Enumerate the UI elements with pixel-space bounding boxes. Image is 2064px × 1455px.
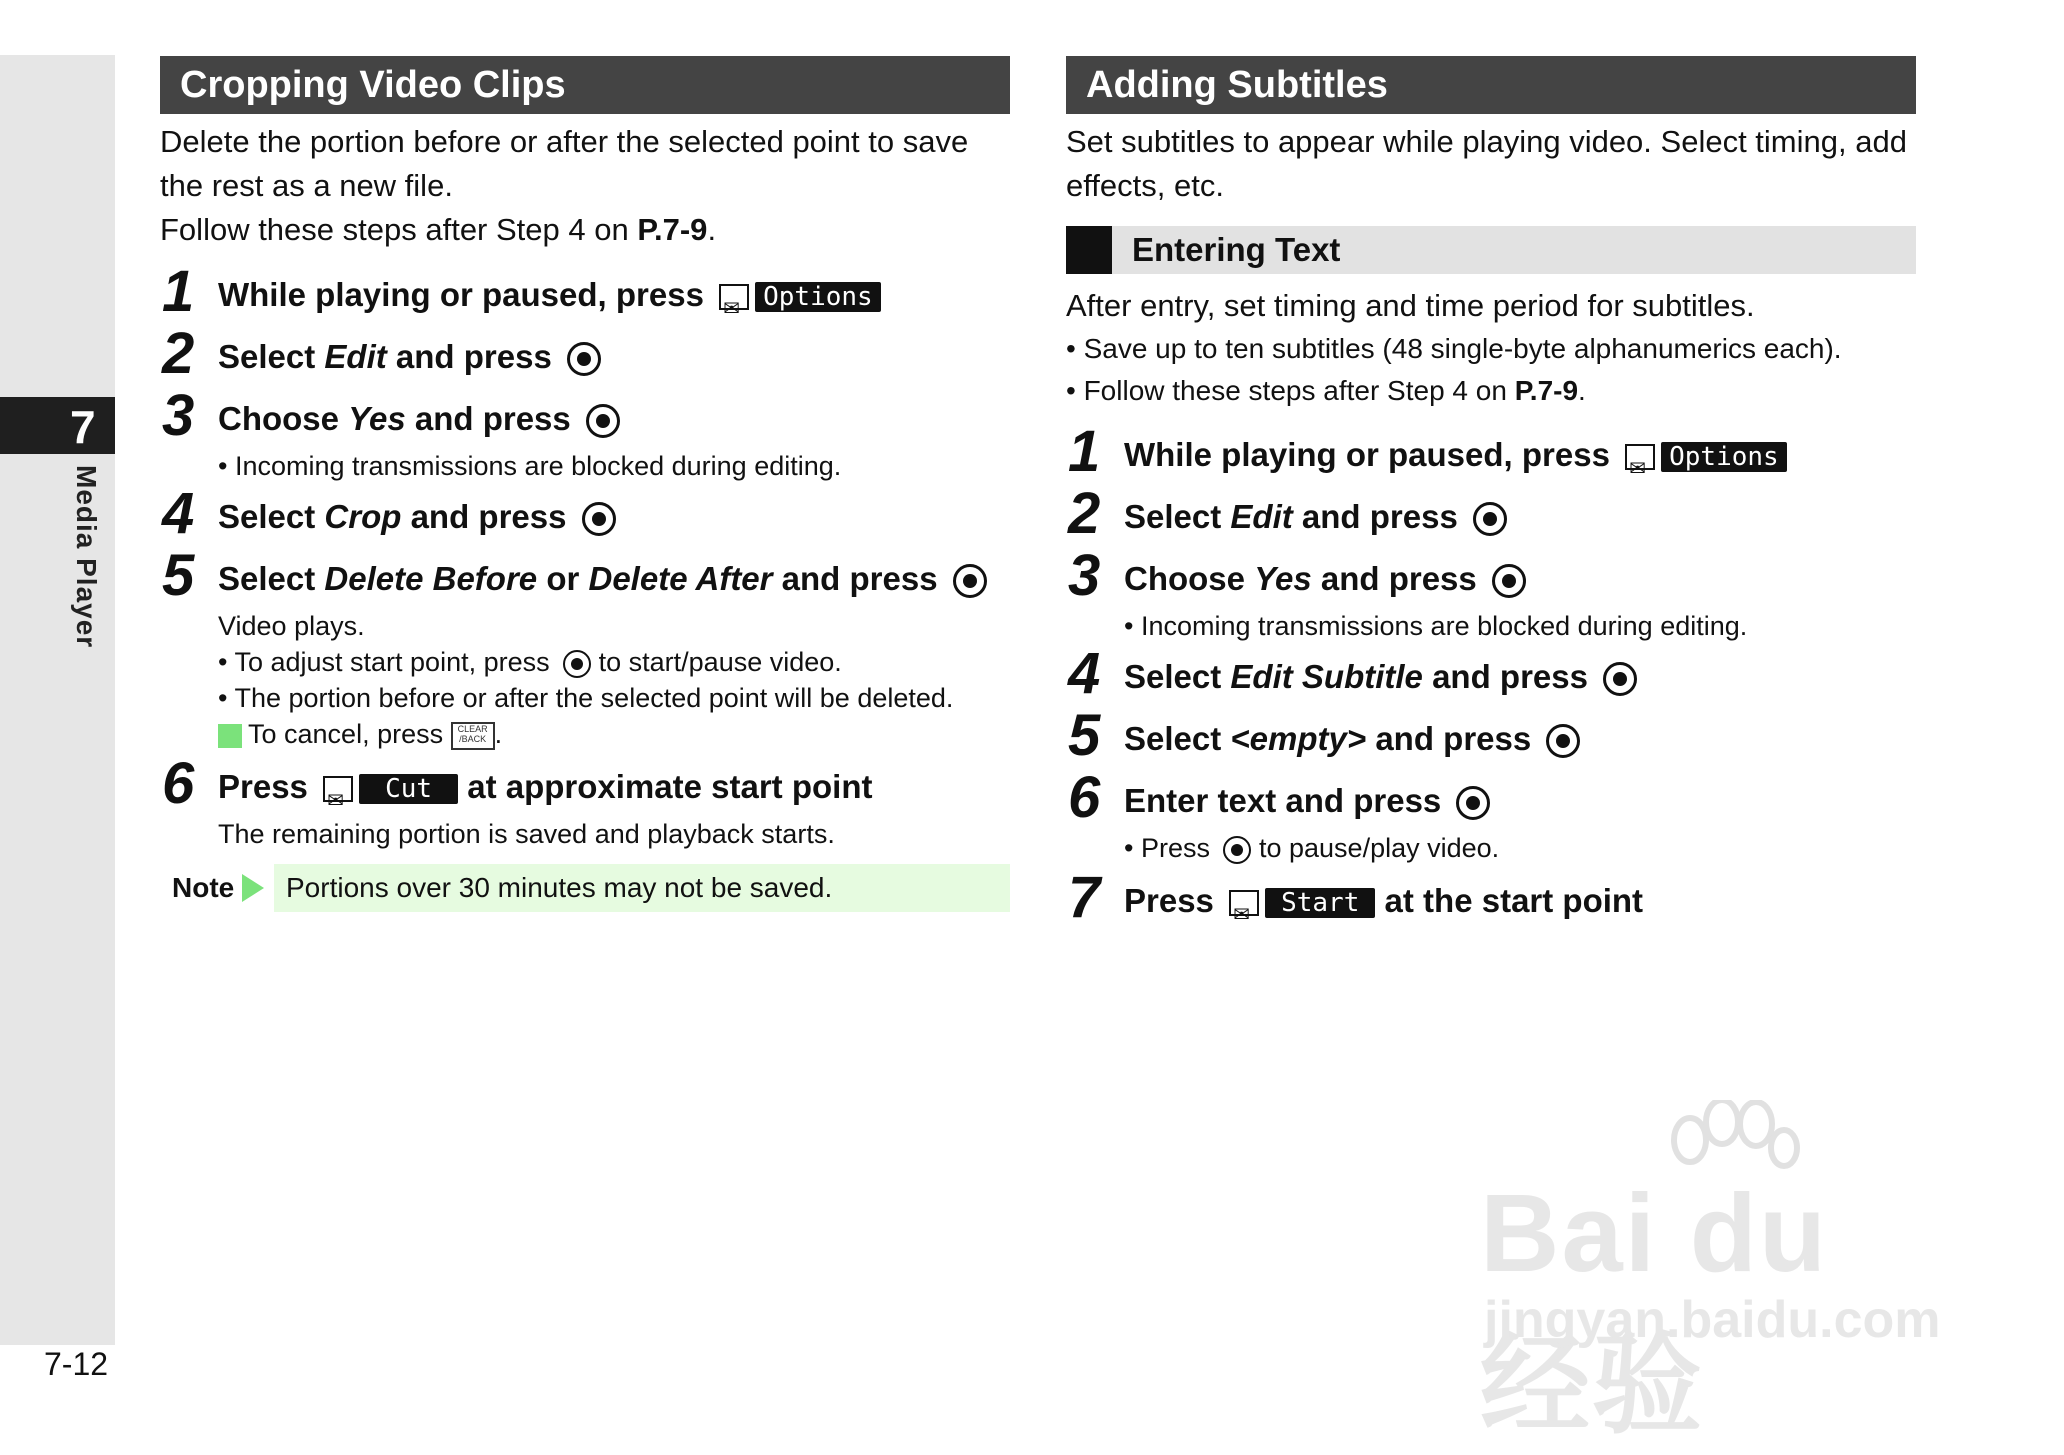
follow-suffix: . xyxy=(707,212,717,247)
options-softkey: Options xyxy=(755,282,881,312)
step-text: or xyxy=(537,560,589,597)
mail-key-icon xyxy=(719,284,749,310)
bullet-text: • Follow these steps after Step 4 on xyxy=(1066,375,1515,406)
cropping-section xyxy=(160,56,1010,912)
clear-back-key-icon: CLEAR /BACK xyxy=(451,722,495,750)
follow-text: Follow these steps after Step 4 on xyxy=(160,212,638,247)
step-text: and press xyxy=(401,498,567,535)
step-text: and press xyxy=(1366,720,1532,757)
step-detail: The remaining portion is saved and playback starts. xyxy=(218,819,835,849)
sub-heading xyxy=(1066,226,1916,274)
mail-key-icon xyxy=(323,776,353,802)
step-emphasis: Delete After xyxy=(588,560,773,597)
step-title xyxy=(218,488,1010,546)
step-list xyxy=(1066,419,1916,930)
step-text: Select xyxy=(1124,658,1231,695)
step-text: and press xyxy=(1292,498,1458,535)
step-text: and press xyxy=(1311,560,1477,597)
note-arrow-icon xyxy=(242,874,264,902)
step-item xyxy=(1066,641,1916,706)
step-title xyxy=(218,266,1010,324)
step-number: 1 xyxy=(162,259,195,324)
step-text: Choose xyxy=(218,400,349,437)
watermark-logo-text: Bai du 经验 xyxy=(1480,1172,1829,1447)
step-item xyxy=(1066,481,1916,546)
step-item xyxy=(160,543,1010,752)
step-emphasis: Edit Subtitle xyxy=(1230,658,1423,695)
step-emphasis: Delete Before xyxy=(324,560,538,597)
step-title xyxy=(1124,872,1916,930)
note-text: Portions over 30 minutes may not be saved. xyxy=(274,864,1010,912)
center-key-icon xyxy=(582,502,616,536)
step-title xyxy=(218,328,1010,386)
center-key-icon xyxy=(1546,724,1580,758)
cancel-tip: To cancel, press CLEAR /BACK . xyxy=(218,716,1010,752)
step-emphasis: Crop xyxy=(324,498,402,535)
detail-text: • To adjust start point, press xyxy=(218,647,558,677)
step-title xyxy=(1124,426,1916,484)
step-item xyxy=(1066,419,1916,484)
step-number: 3 xyxy=(1068,543,1101,608)
step-text: While playing or paused, press xyxy=(1124,436,1610,473)
sub-heading-marker xyxy=(1066,226,1112,274)
step-item xyxy=(1066,703,1916,768)
step-item xyxy=(160,383,1010,484)
page-reference-link[interactable]: P.7-9 xyxy=(1514,375,1579,406)
step-text: Choose xyxy=(1124,560,1255,597)
center-key-icon xyxy=(1492,564,1526,598)
section-heading: Cropping Video Clips xyxy=(160,56,1010,114)
step-number: 6 xyxy=(1068,765,1101,830)
step-text: Press xyxy=(1124,882,1214,919)
step-title xyxy=(218,550,1010,608)
center-key-icon xyxy=(1473,502,1507,536)
step-title xyxy=(218,758,1010,816)
step-title xyxy=(1124,550,1916,608)
step-list xyxy=(160,259,1010,852)
bullet-suffix: . xyxy=(1578,375,1586,406)
step-item xyxy=(160,259,1010,324)
center-key-icon xyxy=(563,650,591,678)
detail-text: • Press xyxy=(1124,833,1218,863)
section-intro: Set subtitles to appear while playing video. Select timing, add effects, etc. xyxy=(1066,124,1907,203)
note-label: Note xyxy=(172,872,235,903)
baidu-watermark xyxy=(1480,1100,1970,1447)
section-intro xyxy=(160,120,1010,252)
chapter-label: Media Player xyxy=(71,465,102,649)
step-number: 6 xyxy=(162,751,195,816)
detail-text: To cancel, press xyxy=(248,719,451,749)
step-emphasis: Yes xyxy=(348,400,406,437)
mail-key-icon xyxy=(1229,890,1259,916)
watermark-url: jingyan.baidu.com xyxy=(1484,1291,1941,1349)
step-number: 3 xyxy=(162,383,195,448)
chapter-tab xyxy=(0,397,115,454)
step-number: 4 xyxy=(1068,641,1101,706)
step-text: Select xyxy=(218,338,325,375)
step-number: 2 xyxy=(162,321,195,386)
section-heading: Adding Subtitles xyxy=(1066,56,1916,114)
step-text: Select xyxy=(1124,720,1231,757)
center-key-icon xyxy=(567,342,601,376)
step-text: Select xyxy=(218,498,325,535)
detail-text: to pause/play video. xyxy=(1251,833,1500,863)
step-item xyxy=(160,481,1010,546)
step-text: Press xyxy=(218,768,308,805)
step-item xyxy=(160,321,1010,386)
chapter-sidebar xyxy=(0,55,115,1345)
start-softkey: Start xyxy=(1265,888,1375,918)
center-key-icon xyxy=(1603,662,1637,696)
step-text: While playing or paused, press xyxy=(218,276,704,313)
center-key-icon xyxy=(953,564,987,598)
step-title xyxy=(1124,772,1916,830)
center-key-icon xyxy=(1456,786,1490,820)
step-detail-bullet xyxy=(218,644,1010,680)
step-detail: • Incoming transmissions are blocked during editing. xyxy=(1124,611,1748,641)
step-text: at the start point xyxy=(1375,882,1644,919)
step-number: 4 xyxy=(162,481,195,546)
step-text: Select xyxy=(1124,498,1231,535)
step-item xyxy=(1066,543,1916,644)
step-item xyxy=(1066,765,1916,866)
center-key-icon xyxy=(1223,836,1251,864)
intro-text: Delete the portion before or after the selected point to save the rest as a new file. xyxy=(160,124,969,203)
step-detail: • Incoming transmissions are blocked during editing. xyxy=(218,451,842,481)
page-reference-link[interactable]: P.7-9 xyxy=(637,212,708,247)
step-title xyxy=(218,390,1010,448)
step-emphasis: <empty> xyxy=(1230,720,1367,757)
chapter-number: 7 xyxy=(70,401,96,453)
step-emphasis: Yes xyxy=(1254,560,1312,597)
tip-marker-icon xyxy=(218,724,242,748)
step-number: 1 xyxy=(1068,419,1101,484)
step-item xyxy=(1066,865,1916,930)
step-number: 2 xyxy=(1068,481,1101,546)
detail-text: to start/pause video. xyxy=(591,647,842,677)
mail-key-icon xyxy=(1625,444,1655,470)
step-title xyxy=(1124,488,1916,546)
step-title xyxy=(1124,648,1916,706)
step-detail-bullet: • The portion before or after the selected point will be deleted. xyxy=(218,683,954,713)
cut-softkey: Cut xyxy=(359,774,458,804)
step-text: at approximate start point xyxy=(458,768,873,805)
bullet-item: • Save up to ten subtitles (48 single-byte alphanumerics each). xyxy=(1066,333,1842,364)
step-text: and press xyxy=(386,338,552,375)
sub-heading-text: Entering Text xyxy=(1132,231,1341,268)
subtitles-section xyxy=(1066,56,1916,934)
step-item xyxy=(160,751,1010,852)
page-number: 7-12 xyxy=(44,1346,109,1382)
step-number: 7 xyxy=(1068,865,1101,930)
step-text: Enter text and press xyxy=(1124,782,1442,819)
step-number: 5 xyxy=(162,543,195,608)
step-number: 5 xyxy=(1068,703,1101,768)
step-detail: Video plays. xyxy=(218,611,365,641)
options-softkey: Options xyxy=(1661,442,1787,472)
note-box xyxy=(160,864,1010,912)
step-detail xyxy=(1124,830,1916,866)
step-title xyxy=(1124,710,1916,768)
sub-intro: After entry, set timing and time period for subtitles. xyxy=(1066,288,1755,323)
step-text: Select xyxy=(218,560,325,597)
step-emphasis: Edit xyxy=(324,338,387,375)
step-text: and press xyxy=(1422,658,1588,695)
step-text: and press xyxy=(772,560,938,597)
bullet-item xyxy=(1066,370,1916,412)
step-emphasis: Edit xyxy=(1230,498,1293,535)
step-text: and press xyxy=(405,400,571,437)
center-key-icon xyxy=(586,404,620,438)
